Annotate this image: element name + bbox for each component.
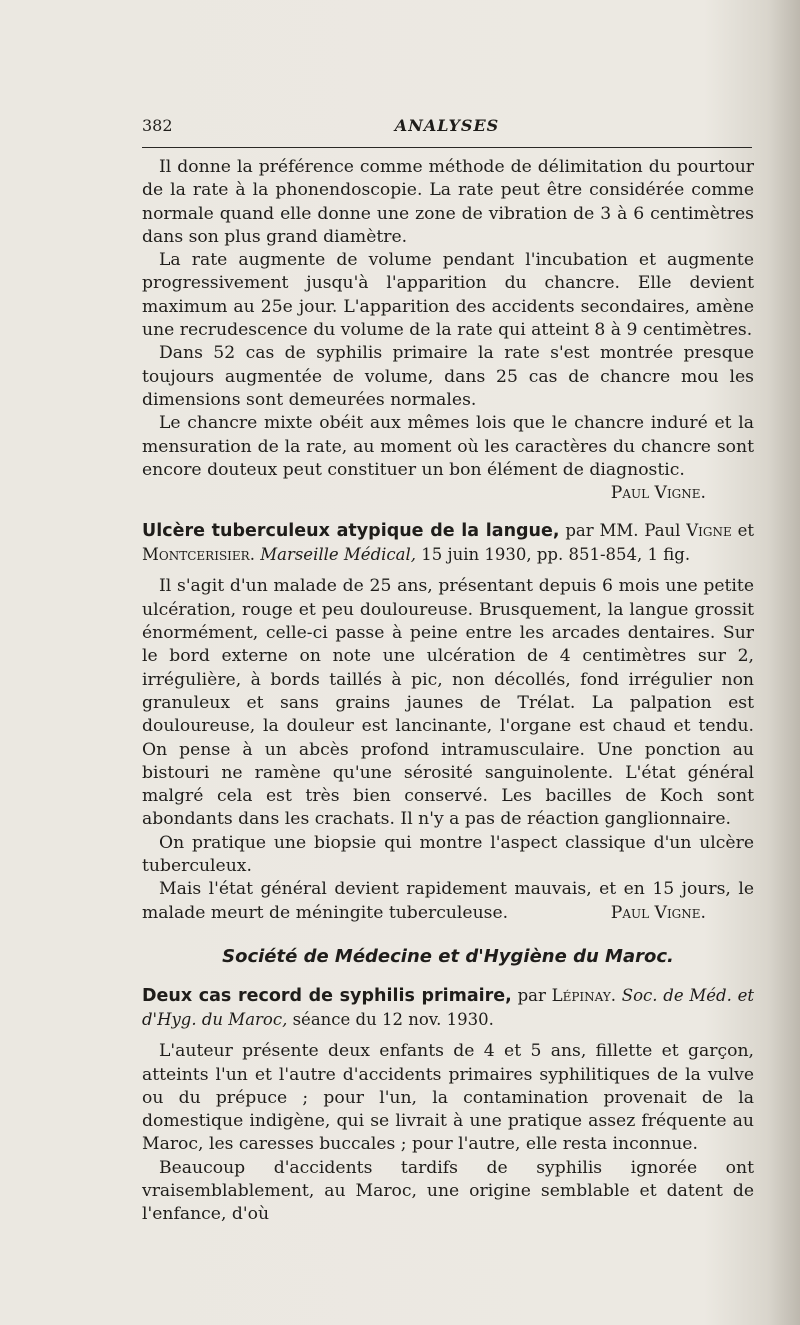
reference: 15 juin 1930, pp. 851-854, 1 fig. [416, 545, 691, 565]
signature: Paul Vigne. [610, 902, 706, 923]
page-number: 382 [142, 116, 173, 135]
journal-name: Soc. de Méd. et d'Hyg. du Maroc, [142, 986, 754, 1030]
page-header [142, 116, 752, 140]
header-rule [142, 147, 752, 148]
article-heading: Deux cas record de syphilis primaire, par Lépinay. Soc. de Méd. et d'Hyg. du Maroc, séance du 12 nov. 1930. [142, 986, 754, 1030]
paragraph: Il donne la préférence comme méthode de délimitation du pourtour de la rate à la phonendoscopie. La rate peut être considérée comme normale quand elle donne une zone de vibration de 3 à 6 centimètres dans son plus grand diamètre. [142, 157, 754, 247]
section-heading: Société de Médecine et d'Hygiène du Maroc. [222, 945, 674, 967]
author-name: Vigne [686, 521, 732, 541]
author-name: Montcerisier. [142, 545, 255, 565]
journal-name: Marseille Médical, [254, 545, 417, 565]
signature: Paul Vigne. [610, 483, 706, 504]
article-title: Deux cas record de syphilis primaire, [142, 986, 512, 1007]
author-name: Lépinay. [551, 986, 617, 1006]
paragraph: Dans 52 cas de syphilis primaire la rate s'est montrée presque toujours augmentée de volume, dans 25 cas de chancre mou les dimensions sont demeurées normales. [142, 343, 754, 410]
article-heading: Ulcère tuberculeux atypique de la langue, par MM. Paul Vigne et Montcerisier. Marseille Médical, 15 juin 1930, pp. 851-854, 1 fig. [142, 521, 754, 565]
running-head: ANALYSES [394, 116, 500, 135]
reference: séance du 12 nov. 1930. [287, 1010, 494, 1030]
article-title: Ulcère tuberculeux atypique de la langue, [142, 521, 560, 542]
page-body [142, 156, 754, 1227]
paragraph: On pratique une biopsie qui montre l'aspect classique d'un ulcère tuberculeux. [142, 832, 754, 877]
paragraph: L'auteur présente deux enfants de 4 et 5 ans, fillette et garçon, atteints l'un et l'autre d'accidents primaires syphilitiques de la vulve ou du prépuce ; pour l'un, la contamination provenait de la domestique indigène, qui se livrait à une pratique assez fréquente au Maroc, les caresses buccales ; pour l'autre, elle resta inconnue. [142, 1041, 754, 1155]
paragraph: Mais l'état général devient rapidement mauvais, et en 15 jours, le malade meurt de méningite tuberculeuse. Paul Vigne. [142, 878, 754, 925]
paragraph: Il s'agit d'un malade de 25 ans, présentant depuis 6 mois une petite ulcération, rouge et peu douloureuse. Brusquement, la langue grossit énormément, celle-ci passe à peine entre les arcades dentaires. Sur le bord externe on note une ulcération de 4 centimètres sur 2, irrégulière, à bords taillés à pic, non décollés, fond irrégulier non granuleux et sans grains jaunes de Trélat. La palpation est douloureuse, la douleur est lancinante, l'organe est chaud et tendu. On pense à un abcès profond intramusculaire. Une ponction au bistouri ne ramène qu'une sérosité sanguinolente. L'état général malgré cela est très bien conservé. Les bacilles de Koch sont abondants dans les crachats. Il n'y a pas de réaction ganglionnaire. [142, 576, 754, 830]
paragraph: Beaucoup d'accidents tardifs de syphilis ignorée ont vraisemblablement, au Maroc, une origine semblable et datent de l'enfance, d'où [142, 1157, 754, 1225]
paragraph: Le chancre mixte obéit aux mêmes lois que le chancre induré et la mensuration de la rate, au moment où les caractères du chancre sont encore douteux peut constituer un bon élément de diagnostic. [142, 413, 754, 480]
paragraph: La rate augmente de volume pendant l'incubation et augmente progressivement jusqu'à l'apparition du chancre. Elle devient maximum au 25e jour. L'apparition des accidents secondaires, amène une recrudescence du volume de la rate qui atteint 8 à 9 centimètres. [142, 250, 754, 341]
